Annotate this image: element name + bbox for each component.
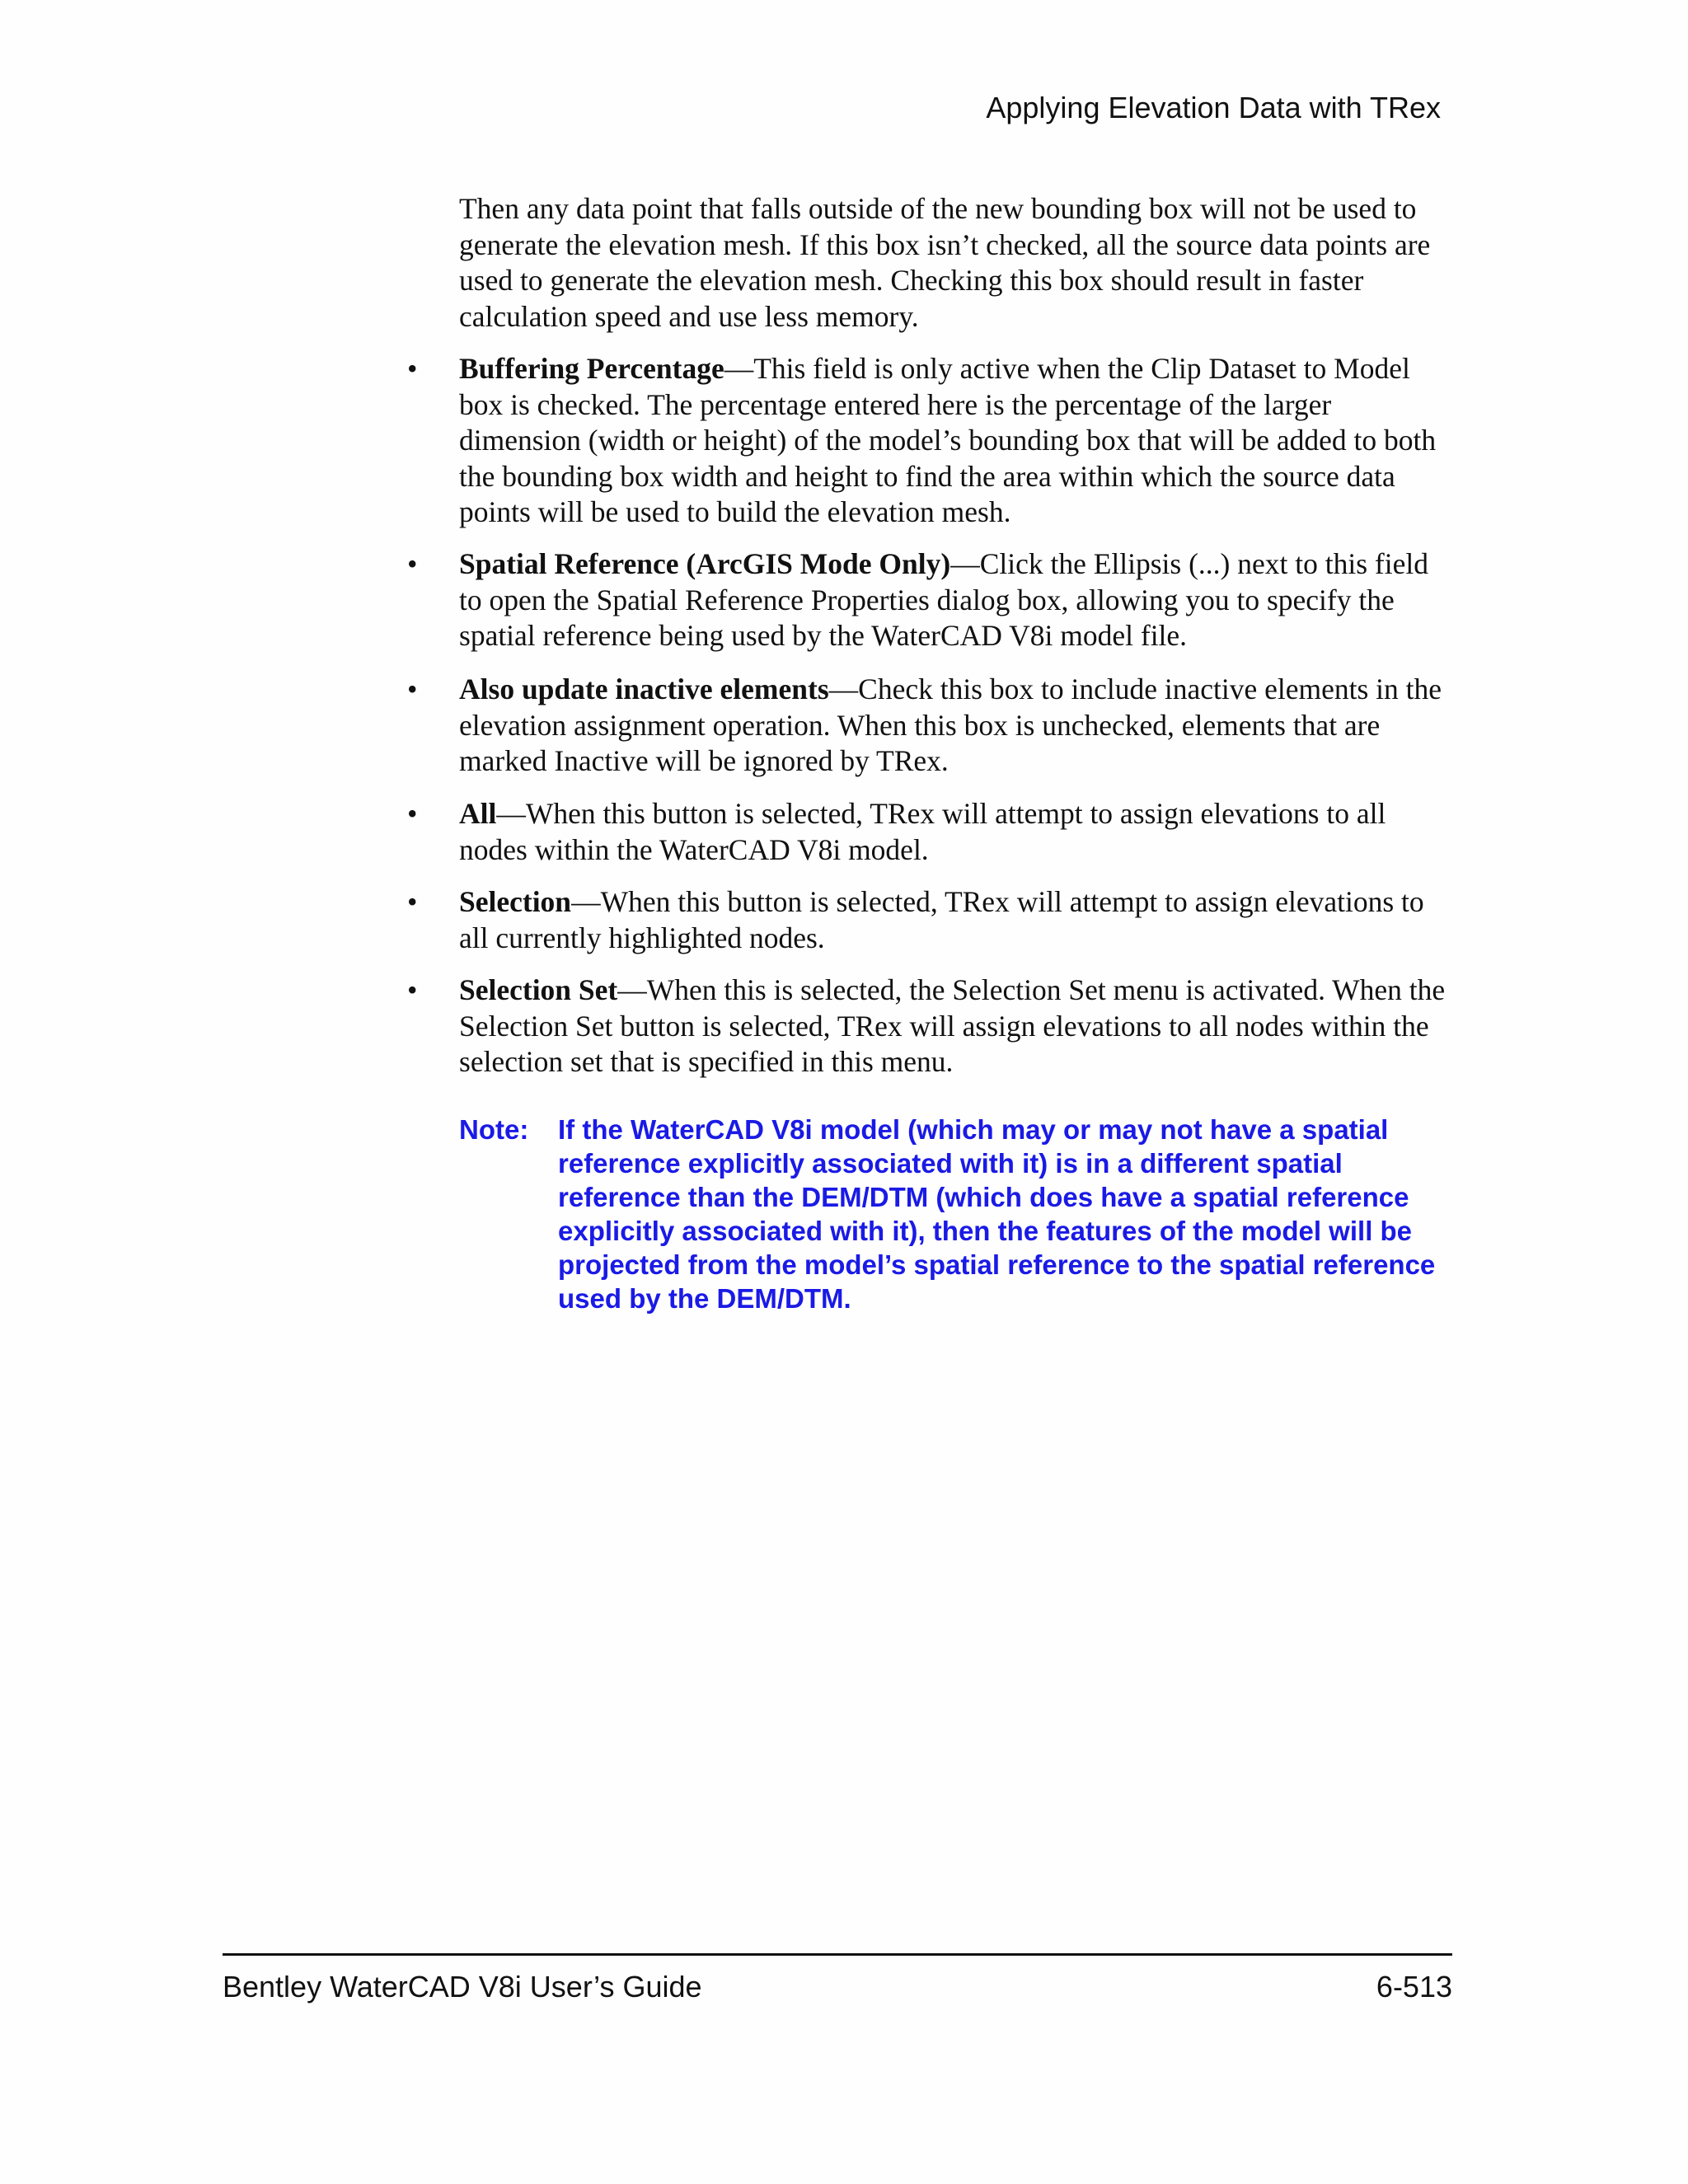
- term-label: Also update inactive elements: [459, 673, 829, 705]
- bullet-icon: •: [407, 352, 418, 385]
- list-item-text: [459, 351, 1452, 531]
- bullet-icon: •: [407, 885, 418, 918]
- footer-divider: [223, 1953, 1452, 1956]
- term-description: —When this is selected, the Selection Set menu is activated. When the Selection Set button is selected, TRex will assign elevations to all nodes within the selection set that is specified in this menu.: [459, 973, 1446, 1078]
- note-text: If the WaterCAD V8i model (which may or may not have a spatial reference explicitly associated with it) is in a different spatial reference than the DEM/DTM (which does have a spatial reference explicitly associated with it), then the features of the model will be projected from the model’s spatial reference to the spatial reference used by the DEM/DTM.: [558, 1114, 1436, 1314]
- page-number: 6-513: [1376, 1970, 1452, 2004]
- term-description: —When this button is selected, TRex will attempt to assign elevations to all currently highlighted nodes.: [459, 885, 1424, 954]
- term-description: —Click the Ellipsis (...) next to this field to open the Spatial Reference Properties dialog box, allowing you to specify the spatial reference being used by the WaterCAD V8i model file.: [459, 547, 1428, 652]
- list-item-text: [459, 884, 1452, 956]
- bullet-icon: •: [407, 547, 418, 580]
- term-description: —Check this box to include inactive elements in the elevation assignment operation. When this box is unchecked, elements that are marked Inactive will be ignored by TRex.: [459, 673, 1442, 777]
- term-label: Buffering Percentage: [459, 352, 724, 385]
- list-item-text: [459, 972, 1452, 1080]
- footer-guide-title: Bentley WaterCAD V8i User’s Guide: [223, 1970, 702, 2004]
- term-label: Spatial Reference (ArcGIS Mode Only): [459, 547, 951, 580]
- running-header: Applying Elevation Data with TRex: [986, 91, 1441, 124]
- term-label: Selection Set: [459, 973, 618, 1006]
- list-item-text: [459, 672, 1452, 780]
- term-label: Selection: [459, 885, 572, 918]
- term-label: All: [459, 797, 497, 830]
- term-description: —When this button is selected, TRex will attempt to assign elevations to all nodes within the WaterCAD V8i model.: [459, 797, 1386, 866]
- list-item-text: [459, 546, 1452, 654]
- intro-paragraph: Then any data point that falls outside of the new bounding box will not be used to generate the elevation mesh. If this box isn’t checked, all the source data points are used to generate the elevation mesh. Checking this box should result in faster calculation speed and use less memory.: [459, 192, 1431, 333]
- term-description: —This field is only active when the Clip Dataset to Model box is checked. The percentage entered here is the percentage of the larger dimension (width or height) of the model’s bounding box that will be added to both the bounding box width and height to find the area within which the source data points will be used to build the elevation mesh.: [459, 352, 1437, 528]
- list-item-text: [459, 796, 1452, 868]
- bullet-icon: •: [407, 973, 418, 1006]
- note-label: Note:: [459, 1114, 529, 1145]
- bullet-icon: •: [407, 673, 418, 705]
- bullet-icon: •: [407, 797, 418, 830]
